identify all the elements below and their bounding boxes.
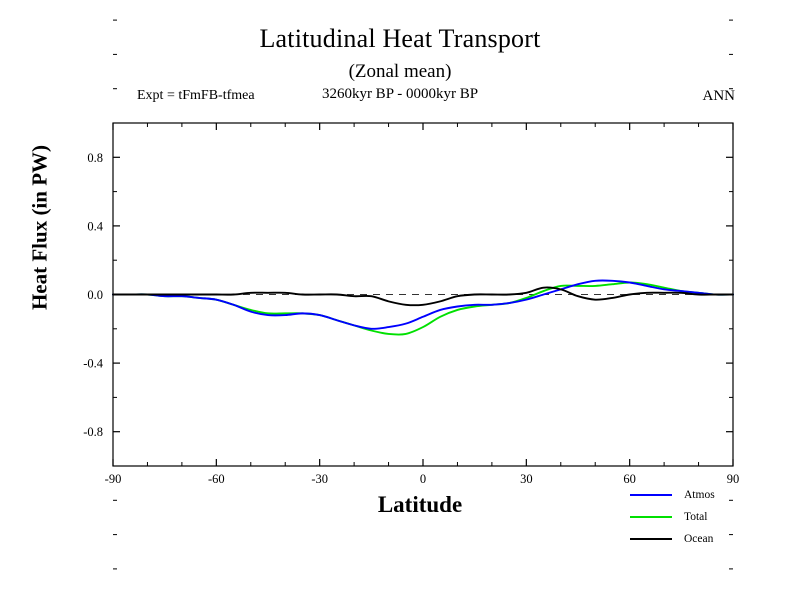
page-title: Latitudinal Heat Transport — [259, 24, 541, 53]
chart-legend — [630, 484, 790, 550]
svg-text:0.8: 0.8 — [87, 150, 103, 165]
season-label: ANN — [702, 88, 735, 104]
legend-label-total: Total — [684, 511, 708, 523]
svg-text:-60: -60 — [207, 472, 225, 486]
svg-text:-30: -30 — [311, 472, 329, 486]
svg-text:0.0: 0.0 — [87, 288, 103, 302]
svg-text:-90: -90 — [104, 472, 122, 486]
tick-labels — [83, 151, 739, 486]
svg-text:30: 30 — [520, 472, 533, 486]
period-label: 3260kyr BP - 0000kyr BP — [321, 86, 479, 102]
experiment-label: Expt = tFmFB-tfmea — [137, 88, 255, 103]
svg-text:0: 0 — [419, 472, 427, 486]
legend-swatch-total — [630, 516, 672, 518]
legend-label-ocean: Ocean — [684, 533, 714, 545]
x-axis-label: Latitude — [377, 492, 463, 517]
chart-subtitle: (Zonal mean) — [348, 61, 452, 82]
svg-text:-0.4: -0.4 — [83, 356, 103, 371]
legend-swatch-ocean — [630, 538, 672, 540]
svg-text:60: 60 — [623, 472, 636, 486]
legend-item — [630, 506, 790, 528]
svg-text:0.4: 0.4 — [87, 219, 103, 234]
legend-label-atmos: Atmos — [684, 489, 715, 501]
legend-item — [630, 484, 790, 506]
svg-text:90: 90 — [726, 472, 740, 486]
legend-item — [630, 528, 790, 550]
legend-swatch-atmos — [630, 494, 672, 496]
data-series — [113, 280, 733, 334]
y-axis-label: Heat Flux (in PW) — [27, 144, 52, 311]
svg-text:-0.8: -0.8 — [83, 425, 103, 440]
